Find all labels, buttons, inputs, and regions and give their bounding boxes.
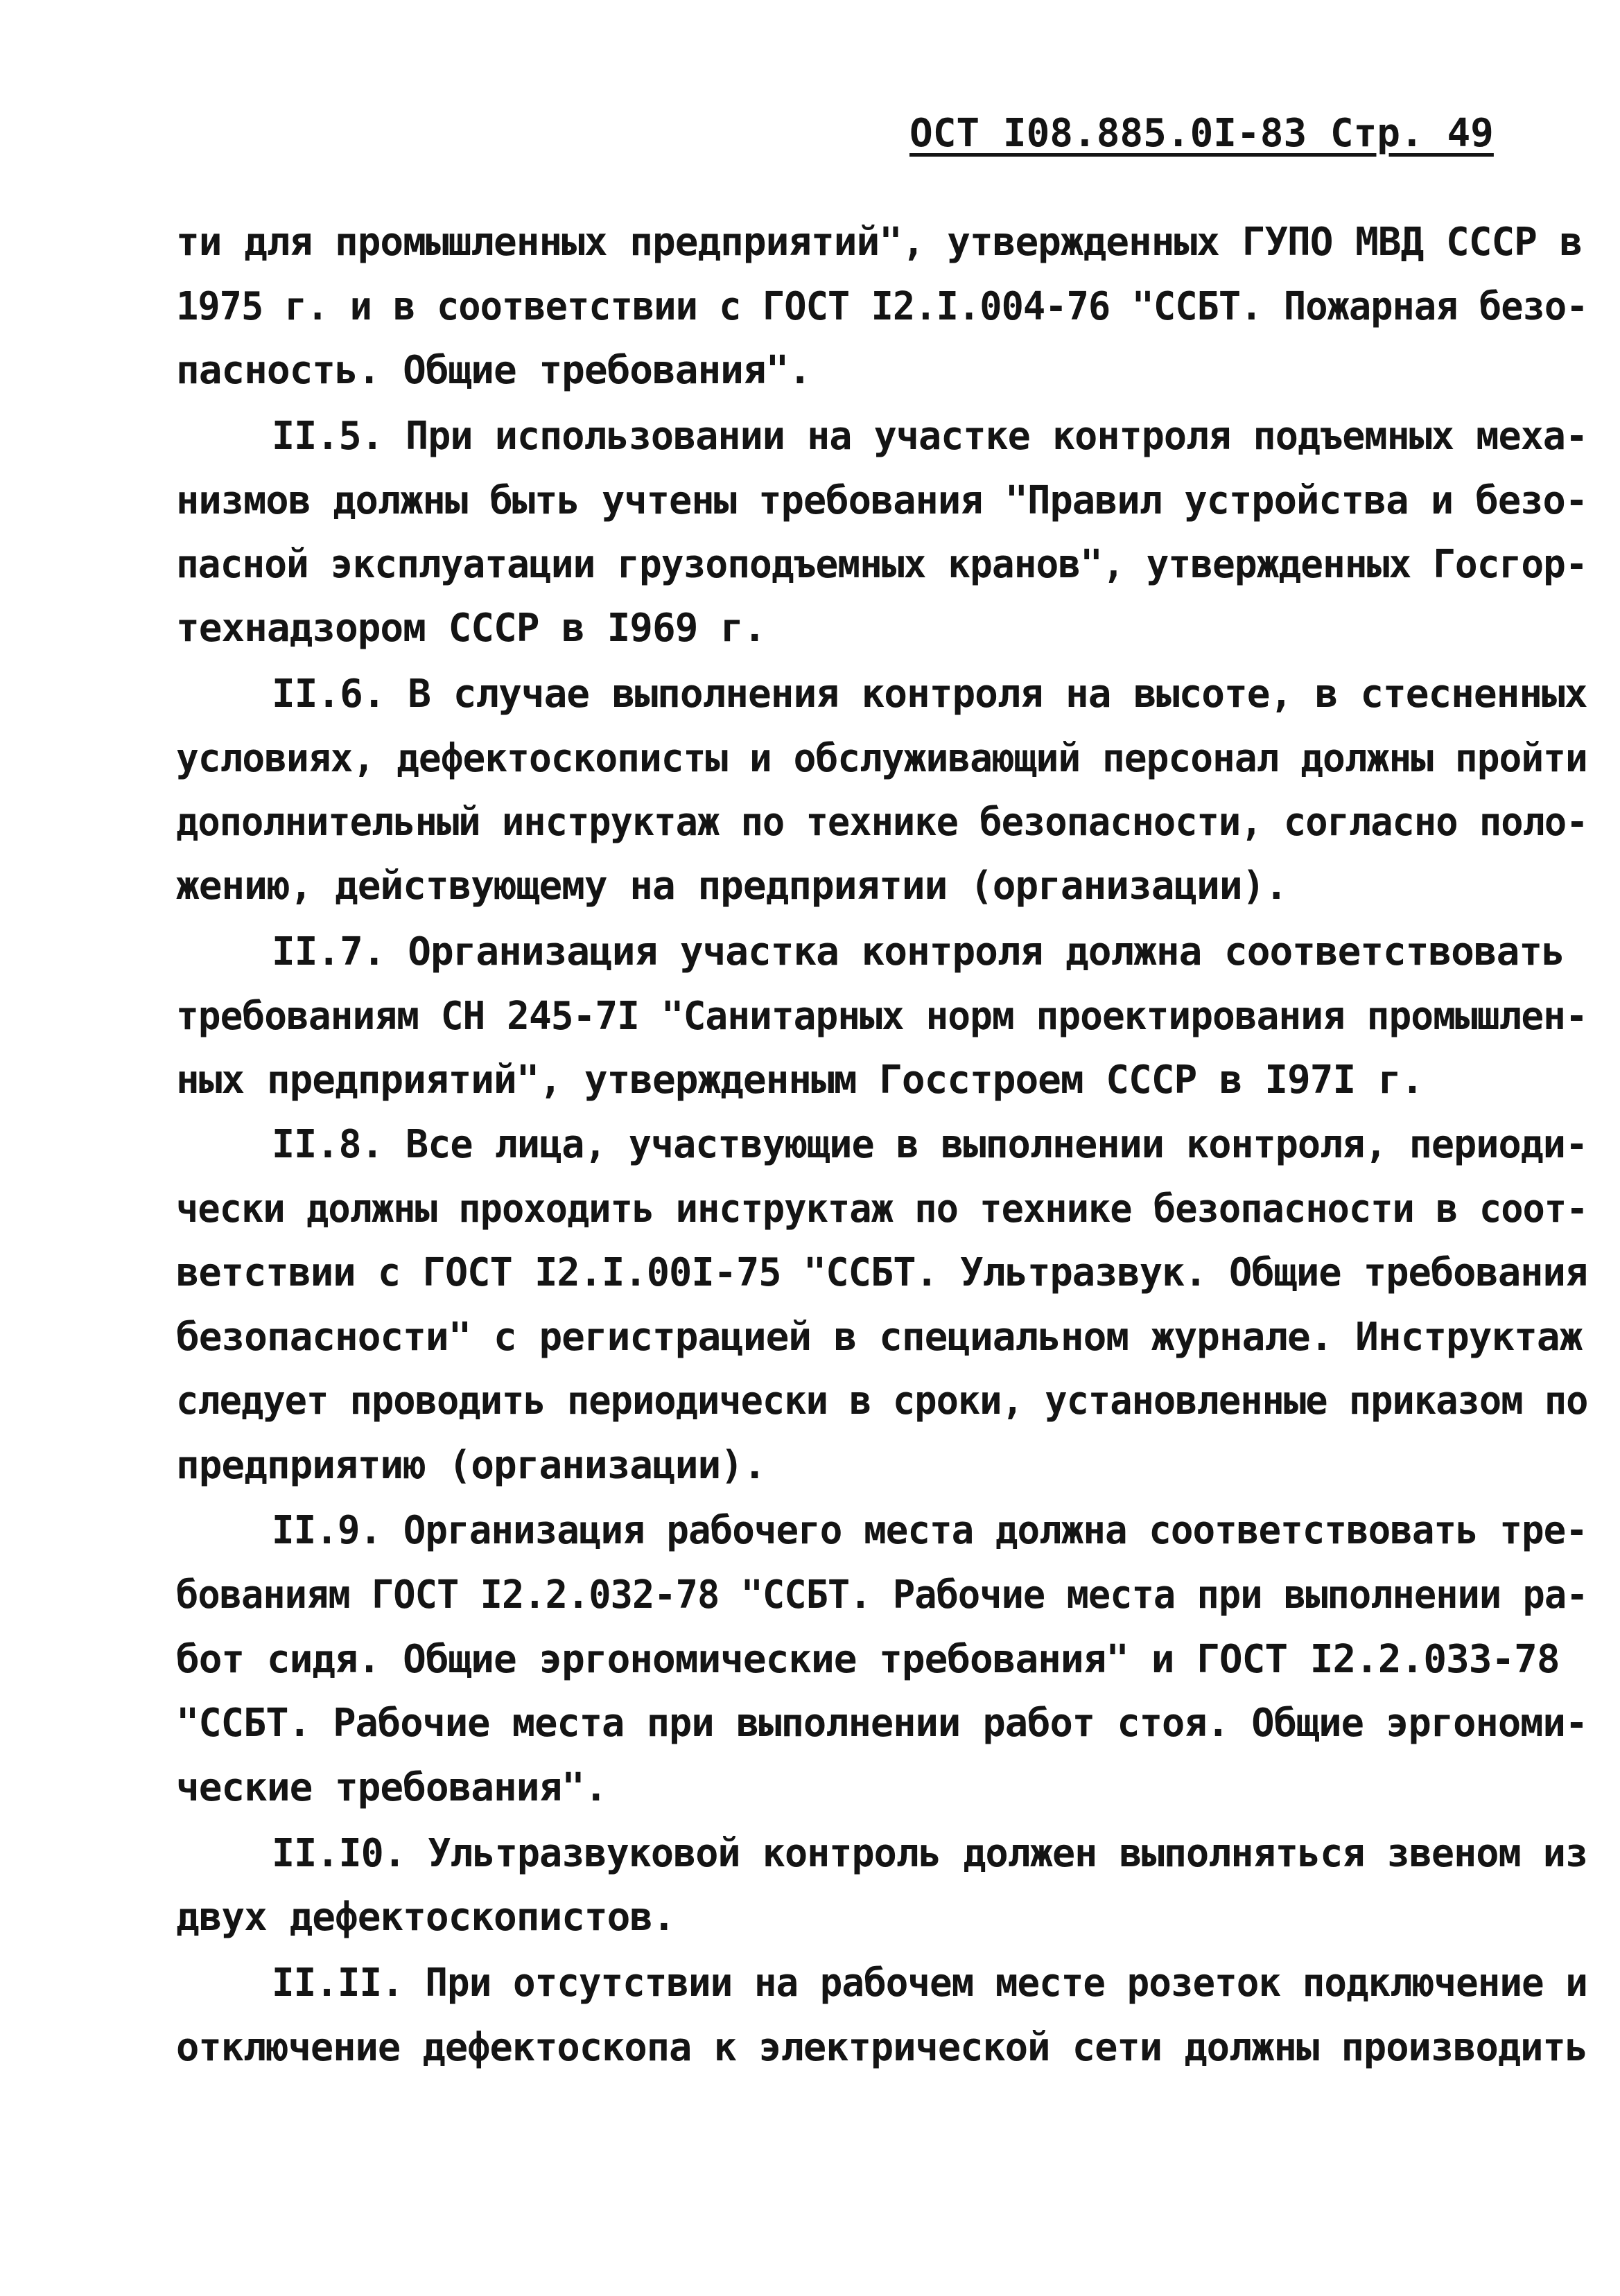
paragraph-first-line: II.II. При отсутствии на рабочем месте розеток подключение и	[272, 1961, 1587, 2006]
text-line: технадзором СССР в I969 г.	[176, 606, 766, 651]
paragraph-first-line: II.8. Все лица, участвующие в выполнении контроля, периоди-	[272, 1122, 1588, 1167]
text-line: ных предприятий", утвержденным Госстроем СССР в I97I г.	[176, 1058, 1424, 1103]
text-line: отключение дефектоскопа к электрической сети должны производить	[176, 2025, 1588, 2070]
text-line: пасность. Общие требования".	[176, 348, 812, 393]
text-line: следует проводить периодически в сроки, установленные приказом по	[176, 1378, 1588, 1423]
text-line: ческие требования".	[176, 1765, 607, 1810]
text-line: безопасности" с регистрацией в специальном журнале. Инструктаж	[176, 1315, 1583, 1360]
text-line: низмов должны быть учтены требования "Правил устройства и безо-	[176, 478, 1588, 523]
text-line: ветствии с ГОСТ I2.I.00I-75 "ССБТ. Ультразвук. Общие требования	[176, 1250, 1588, 1295]
text-line: "ССБТ. Рабочие места при выполнении работ стоя. Общие эргономи-	[176, 1701, 1588, 1746]
paragraph-first-line: II.5. При использовании на участке контроля подъемных меха-	[272, 414, 1588, 459]
text-line: бот сидя. Общие эргономические требования" и ГОСТ I2.2.033-78	[176, 1637, 1560, 1682]
text-line: двух дефектоскопистов.	[176, 1895, 675, 1940]
text-line: дополнительный инструктаж по технике безопасности, согласно поло-	[176, 800, 1588, 845]
text-line: условиях, дефектоскописты и обслуживающий персонал должны пройти	[176, 736, 1587, 781]
text-line: пасной эксплуатации грузоподъемных кранов", утвержденных Госгор-	[176, 542, 1587, 587]
paragraph-first-line: II.I0. Ультразвуковой контроль должен выполняться звеном из	[272, 1831, 1588, 1876]
text-line: 1975 г. и в соответствии с ГОСТ I2.I.004-76 "ССБТ. Пожарная безо-	[176, 284, 1588, 329]
paragraph-first-line: II.9. Организация рабочего места должна соответствовать тре-	[272, 1508, 1587, 1553]
text-line: предприятию (организации).	[176, 1443, 766, 1488]
text-line: чески должны проходить инструктаж по технике безопасности в соот-	[176, 1186, 1588, 1232]
page-header: ОСТ I08.885.0I-83 Стр. 49	[909, 111, 1494, 156]
text-line: жению, действующему на предприятии (организации).	[176, 864, 1288, 909]
text-line: требованиям СН 245-7I "Санитарных норм проектирования промышлен-	[176, 994, 1587, 1039]
paragraph-first-line: II.7. Организация участка контроля должна соответствовать	[272, 929, 1565, 974]
text-line: ти для промышленных предприятий", утвержденных ГУПО МВД СССР в	[176, 220, 1583, 265]
text-line: бованиям ГОСТ I2.2.032-78 "ССБТ. Рабочие места при выполнении ра-	[176, 1572, 1588, 1618]
paragraph-first-line: II.6. В случае выполнения контроля на высоте, в стесненных	[272, 672, 1587, 717]
